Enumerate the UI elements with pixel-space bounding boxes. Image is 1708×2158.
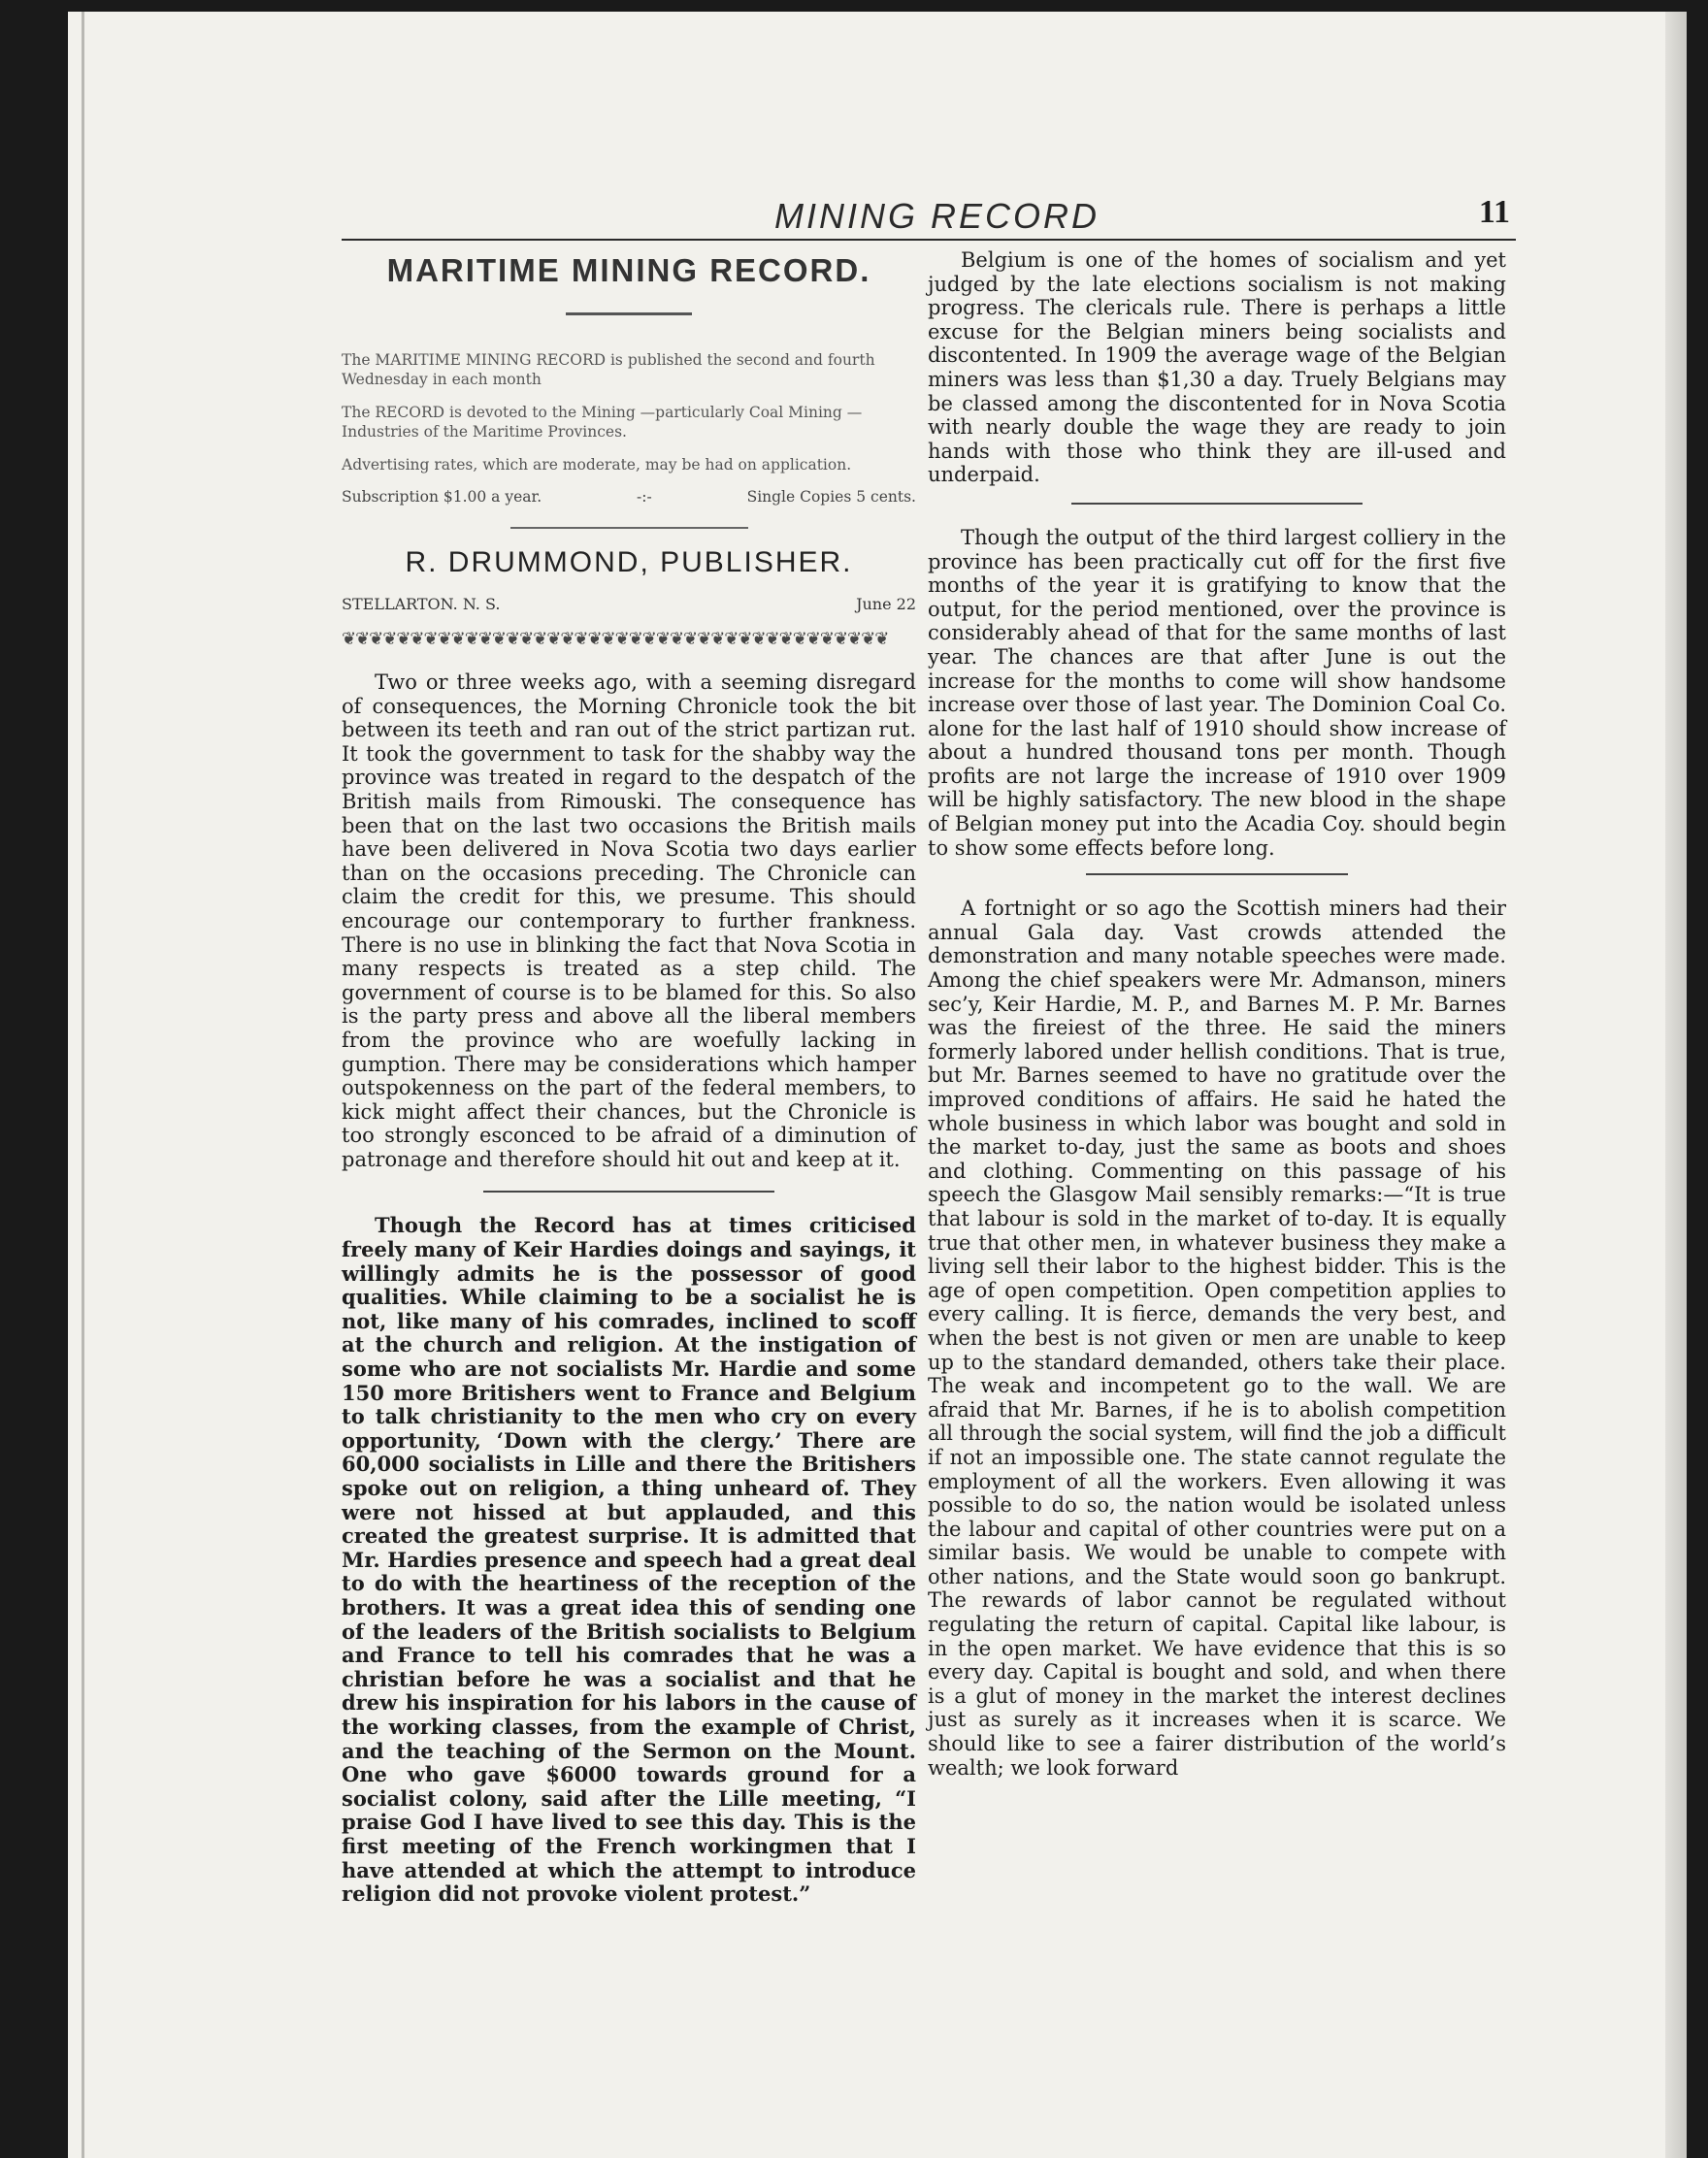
advertising-note: Advertising rates, which are moderate, may be had on application.	[342, 456, 852, 474]
header-rule	[342, 239, 1516, 241]
running-head	[342, 194, 1510, 241]
article-separator	[483, 1191, 774, 1193]
publisher-rule	[510, 527, 748, 529]
issue-date: June 22	[856, 595, 916, 613]
right-column	[928, 248, 1506, 1780]
masthead-title: MARITIME MINING RECORD.	[386, 252, 871, 288]
subscription-price: Subscription $1.00 a year.	[342, 488, 542, 506]
article-separator	[1071, 503, 1363, 505]
article-keir-hardie: Though the Record has at times criticised freely many of Keir Hardies doings and sayings, it willingly admits he is the possessor of good qualities. While claiming to be a socialist he is not, like many of his comrades, inclined to scoff at the church and religion. At the instigation of some who are not socialists Mr. Hardie and some 150 more Britishers went to France and Belgium to talk christianity to the men who cry on every opportunity, ‘Down with the clergy.’ There are 60,000 socialists in Lille and there the Britishers spoke out on religion, a thing unheard of. They were not hissed at but applauded, and this created the greatest surprise. It is admitted that Mr. Hardies presence and speech had a great deal to do with the heartiness of the reception of the brothers. It was a great idea this of sending one of the leaders of the British socialists to Belgium and France to tell his comrades that he was a christian before he was a socialist and that he drew his inspiration for his labors in the cause of the working classes, from the example of Christ, and the teaching of the Sermon on the Mount. One who gave $6000 towards ground for a socialist colony, said after the Lille meeting, “I praise God I have lived to see this day. This is the first meeting of the French workingmen that I have attended at which the attempt to introduce religion did not provoke violent protest.”	[342, 1213, 916, 1907]
running-title: MINING RECORD	[774, 196, 1100, 236]
article-scottish-gala: A fortnight or so ago the Scottish miners had their annual Gala day. Vast crowds attended the demonstration and many notable speeches were made. Among the chief speakers were Mr. Admanson, miners sec’y, Keir Hardie, M. P., and Barnes M. P. Mr. Barnes was the fireiest of the three. He said the miners formerly labored under hellish conditions. That is true, but Mr. Barnes seemed to have no gratitude over the improved conditions of affairs. He said he hated the whole business in which labor was bought and sold in the market to-day, just the same as boots and shoes and clothing. Commenting on this passage of his speech the Glasgow Mail sensibly remarks:—“It is true that labour is sold in the market of to-day. It is equally true that other men, in whatever business they make a living sell their labor to the highest bidder. This is the age of open competition. Open competition applies to every calling. It is fierce, demands the very best, and when the best is not given or men are unable to keep up to the standard demanded, others take their place. The weak and incompetent go to the wall. We are afraid that Mr. Barnes, if he is to abolish competition all through the social system, will find the job a difficult if not an impossible one. The state cannot regulate the employment of all the workers. Even allowing it was possible to do so, the nation would be isolated unless the labour and capital of other countries were put on a similar basis. We would be unable to compete with other nations, and the State would soon go bankrupt. The rewards of labor cannot be regulated without regulating the return of capital. Capital like labour, is in the open market. We have evidence that this is so every day. Capital is bought and sold, and when there is a glut of money in the market the interest declines just as surely as it increases when it is scarce. We should like to see a fairer distribution of the world’s wealth; we look forward	[928, 897, 1506, 1780]
subscription-row	[342, 488, 916, 506]
article-chronicle: Two or three weeks ago, with a seeming disregard of consequences, the Morning Chronicle took the bit between its teeth and ran out of the strict partizan rut. It took the government to task for the shabby way the province was treated in regard to the despatch of the British mails from Rimouski. The consequence has been that on the last two occasions the British mails have been delivered in Nova Scotia two days earlier than on the occasions preceding. The Chronicle can claim the credit for this, we presume. This should encourage our contemporary to further frankness. There is no use in blinking the fact that Nova Scotia in many respects is treated as a step child. The government of course is to be blamed for this. So also is the party press and above all the liberal members from the province who are woefully lacking in gumption. There may be considerations which hamper outspokenness on the part of the federal members, to kick might affect their chances, but the Chronicle is too strongly esconced to be afraid of a diminution of patronage and therefore should hit out and keep at it.	[342, 670, 916, 1171]
article-separator	[1086, 873, 1348, 875]
left-column	[342, 248, 916, 1907]
publication-scope: The RECORD is devoted to the Mining —particularly Coal Mining —Industries of the Maritime Provinces.	[342, 404, 863, 441]
place-of-publication: STELLARTON. N. S.	[342, 595, 501, 613]
subscription-separator: -:-	[637, 488, 652, 506]
ornamental-border: ❦❦❦❦❦❦❦❦❦❦❦❦❦❦❦❦❦❦❦❦❦❦❦❦❦❦❦❦❦❦❦❦❦❦❦❦❦❦❦❦	[342, 629, 889, 649]
publication-schedule: The MARITIME MINING RECORD is published the second and fourth Wednesday in each month	[342, 351, 875, 388]
article-belgium: Belgium is one of the homes of socialism and yet judged by the late elections socialism is not making progress. The clericals rule. There is perhaps a little excuse for the Belgian miners being socialists and discontented. In 1909 the average wage of the Belgian miners was less than $1,30 a day. Truely Belgians may be classed among the discontented for in Nova Scotia with nearly double the wage they are ready to join hands with those who think they are ill-used and underpaid.	[928, 248, 1506, 487]
dateline	[342, 595, 916, 613]
page-number: 11	[1478, 194, 1510, 230]
single-copy-price: Single Copies 5 cents.	[746, 488, 916, 506]
publisher-line: R. DRUMMOND, PUBLISHER.	[405, 546, 853, 578]
masthead-rule	[566, 312, 692, 315]
page-edge-shadow	[1665, 12, 1687, 2158]
page-fold-line	[82, 12, 84, 2158]
newspaper-page	[68, 12, 1687, 2158]
article-coal-output: Though the output of the third largest colliery in the province has been practically cut off for the first five months of the year it is gratifying to know that the output, for the period mentioned, over the province is considerably ahead of that for the same months of last year. The chances are that after June is out the increase for the months to come will show handsome increase over those of last year. The Dominion Coal Co. alone for the last half of 1910 should show increase of about a hundred thousand tons per month. Though profits are not large the increase of 1910 over 1909 will be highly satisfactory. The new blood in the shape of Belgian money put into the Acadia Coy. should begin to show some effects before long.	[928, 525, 1506, 860]
